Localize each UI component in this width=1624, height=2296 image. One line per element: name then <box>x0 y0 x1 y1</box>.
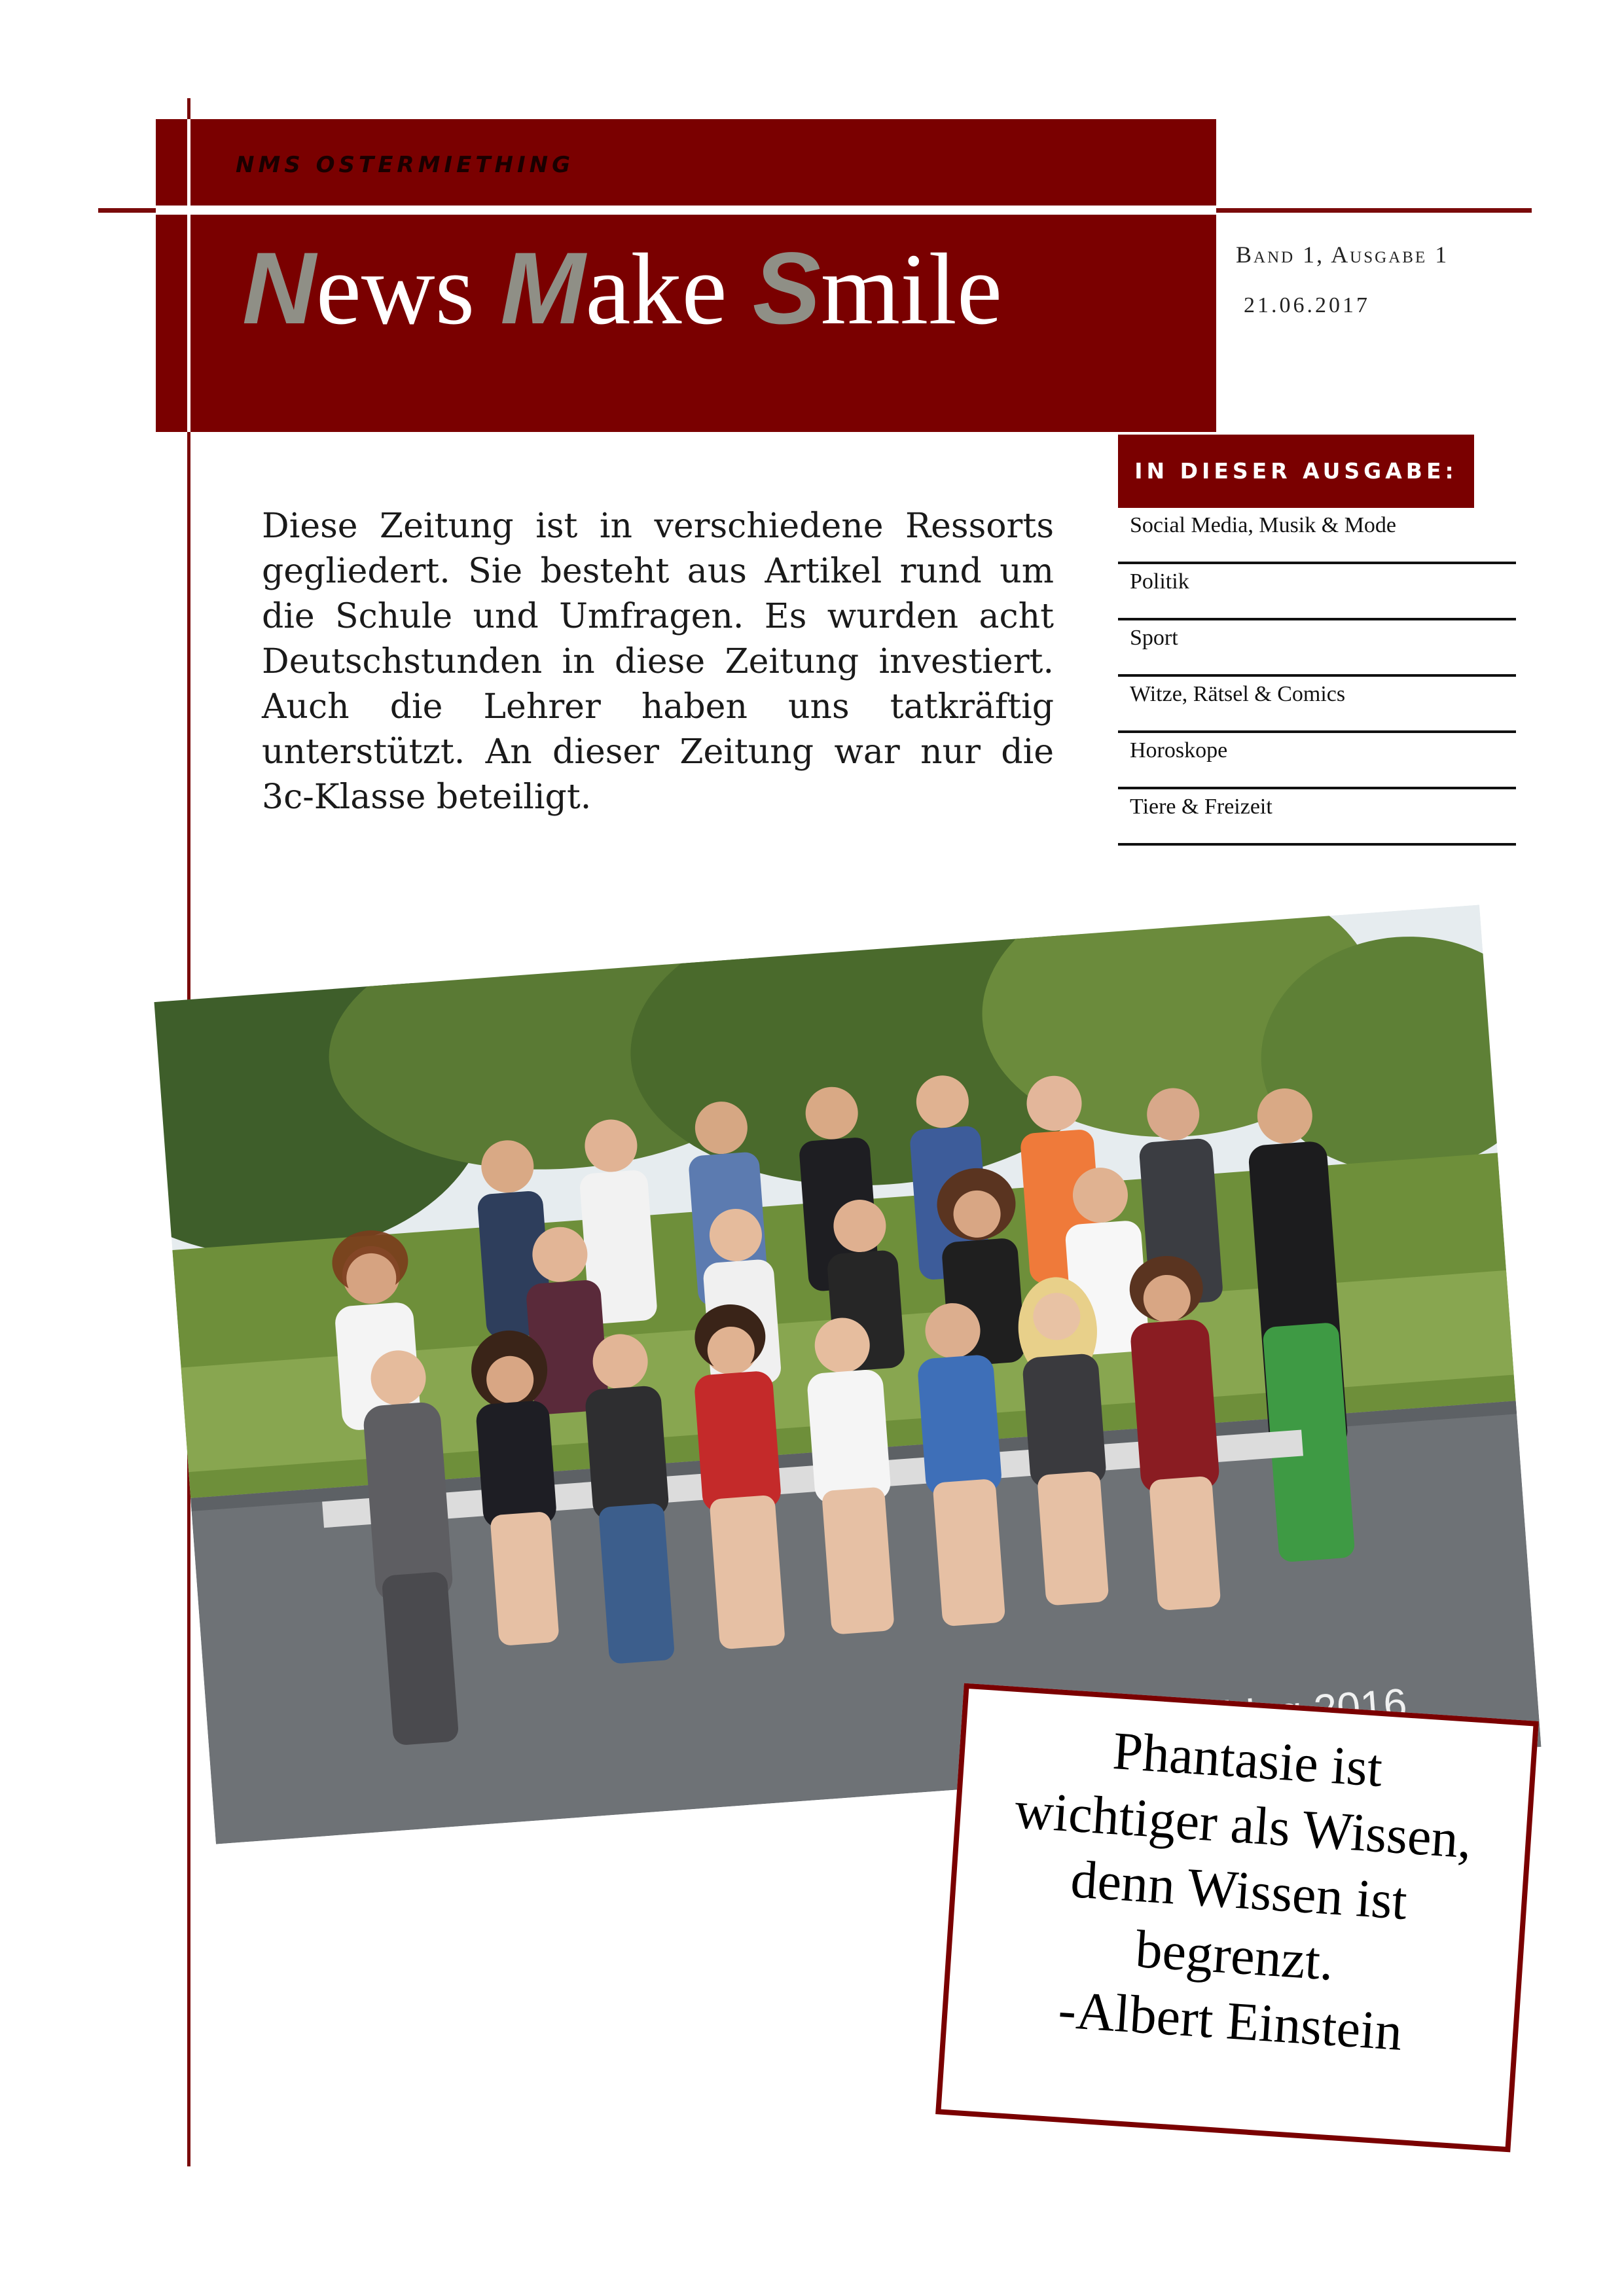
newspaper-title <box>242 228 1002 350</box>
issue-date: 21.06.2017 <box>1244 293 1370 317</box>
quote-frame <box>935 1683 1539 2153</box>
contents-item: Horoskope <box>1118 733 1516 789</box>
quote-line: Phantasie ist <box>1111 1720 1384 1799</box>
masthead-divider <box>156 206 1216 215</box>
title-cap-3: S <box>752 232 821 346</box>
quote-line: begrenzt. <box>1134 1919 1336 1992</box>
class-photo-frame <box>154 905 1541 1844</box>
issue-number: Band 1, Ausgabe 1 <box>1236 242 1449 268</box>
contents-item: Politik <box>1118 564 1516 620</box>
title-cap-2: M <box>500 232 586 346</box>
class-photo <box>154 905 1541 1844</box>
title-rest-3: mile <box>820 232 1003 346</box>
title-rest-1: ews <box>316 232 501 346</box>
masthead-vertical-divider <box>187 119 190 432</box>
title-cap-1: N <box>242 232 316 346</box>
school-name: NMS OSTERMIETHING <box>236 152 574 178</box>
contents-heading: IN DIESER AUSGABE: <box>1118 435 1474 508</box>
quote-line: wichtiger als Wissen, <box>1013 1780 1474 1870</box>
intro-paragraph: Diese Zeitung ist in verschiedene Ressorts gegliedert. Sie besteht aus Artikel rund um die Schule und Umfragen. Es wurden acht Deutschstunden in diese Zeitung investiert. Auch die Lehrer haben uns tatkräftig unterstützt. An dieser Zeitung war nur die 3c-Klasse beteiligt. <box>262 507 1054 817</box>
contents-item: Social Media, Musik & Mode <box>1118 508 1516 564</box>
quote-line: denn Wissen ist <box>1069 1849 1409 1931</box>
title-rest-2: ake <box>585 232 753 346</box>
contents-item: Tiere & Freizeit <box>1118 789 1516 846</box>
contents-list <box>1118 508 1516 846</box>
quote-box <box>935 1683 1539 2153</box>
contents-item: Sport <box>1118 620 1516 677</box>
contents-item: Witze, Rätsel & Comics <box>1118 677 1516 733</box>
quote-author: -Albert Einstein <box>1056 1979 1405 2062</box>
